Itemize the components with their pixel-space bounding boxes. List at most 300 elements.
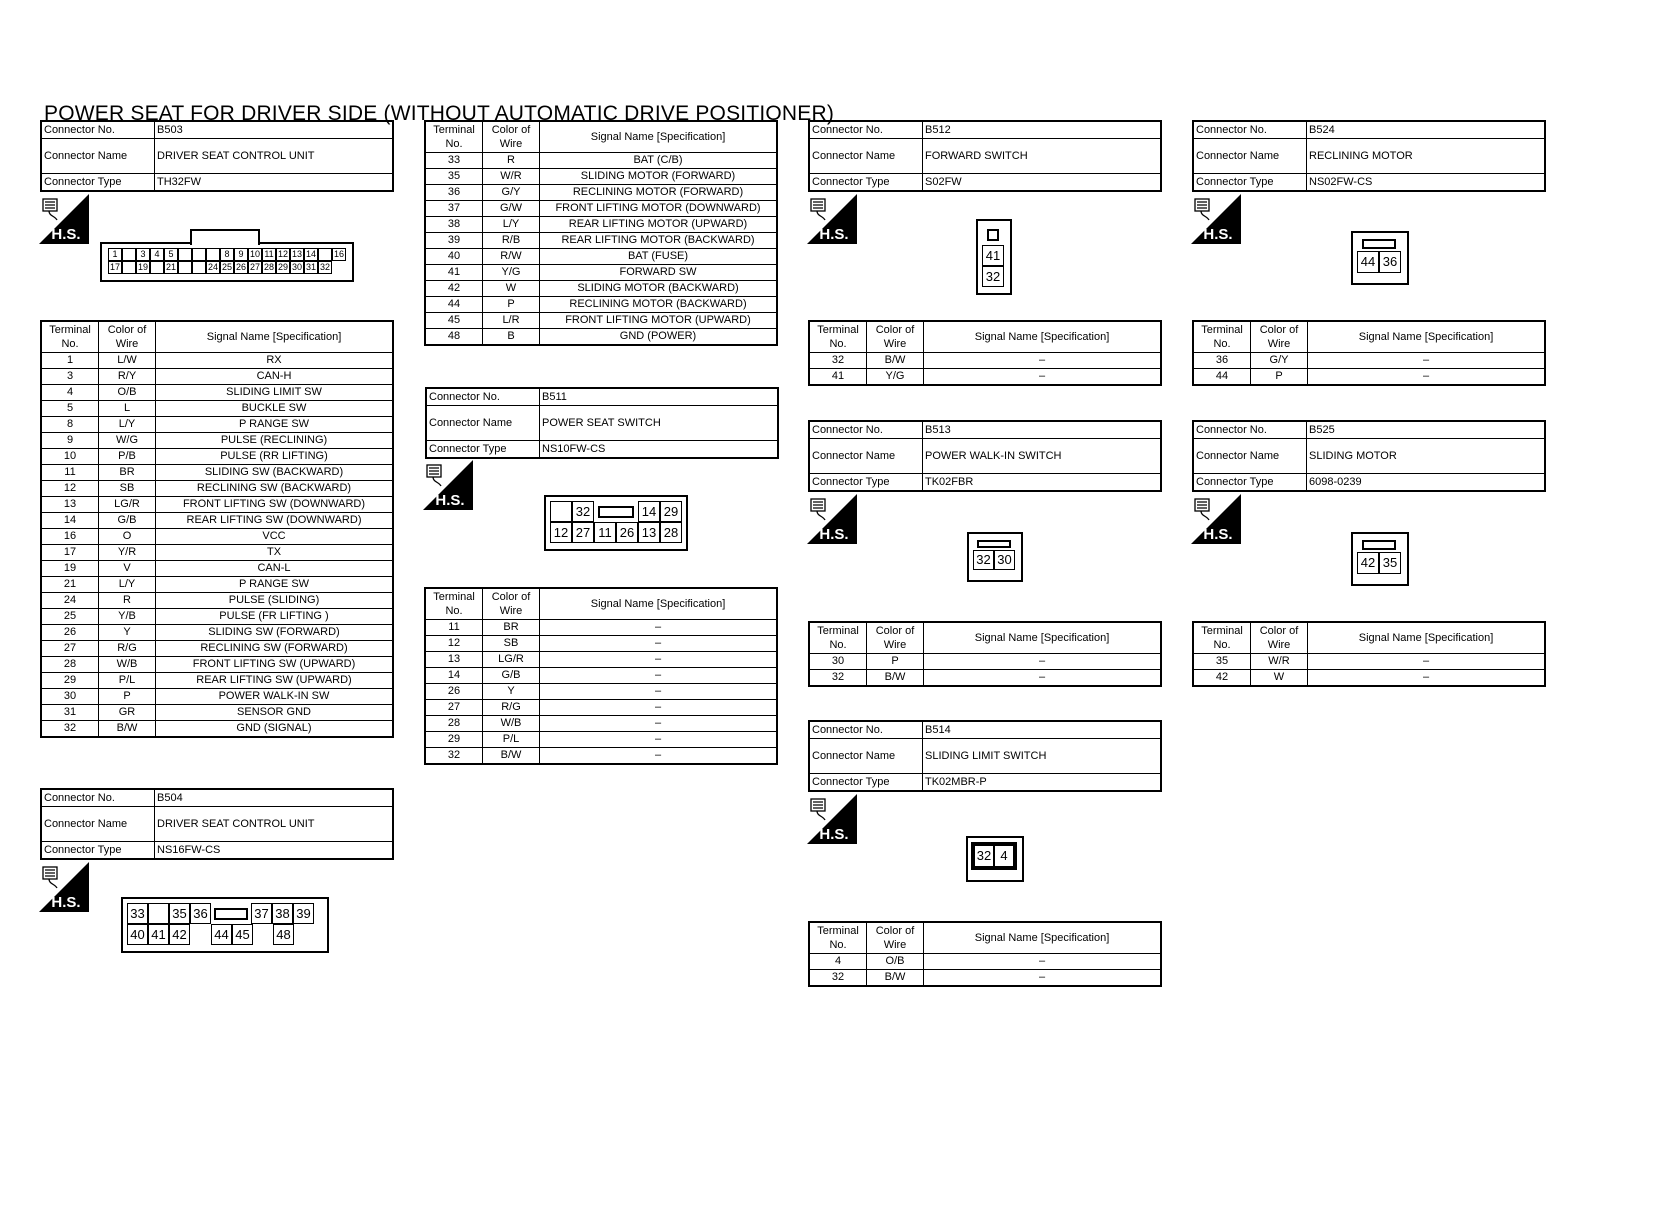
connector-type-value: TK02MBR-P: [923, 774, 1162, 792]
connector-no-value: B504: [155, 789, 394, 807]
connector-pin: 30: [291, 262, 302, 272]
connector-no-label: Connector No.: [1193, 121, 1307, 139]
wire-color-cell: Y/G: [483, 265, 540, 281]
terminal-no-cell: 9: [41, 433, 99, 449]
wire-color-cell: W/G: [99, 433, 156, 449]
terminal-table-b512: [808, 320, 1162, 386]
connector-info-table: [40, 788, 394, 860]
signal-name-cell: SLIDING SW (BACKWARD): [156, 465, 394, 481]
connector-pin: 39: [293, 903, 314, 924]
connector-type-label: Connector Type: [426, 441, 540, 459]
table-row: [1193, 369, 1545, 386]
table-row: [41, 721, 393, 738]
connector-no-value: B512: [923, 121, 1162, 139]
color-of-wire-header: Color of Wire: [867, 321, 924, 353]
signal-name-cell: RECLINING SW (BACKWARD): [156, 481, 394, 497]
terminal-table: [424, 587, 778, 765]
table-row: [425, 217, 777, 233]
connector-type-label: Connector Type: [809, 174, 923, 192]
connector-pin: 32: [982, 266, 1004, 287]
table-row: [41, 529, 393, 545]
terminal-no-cell: 48: [425, 329, 483, 346]
connector-pin: 1: [108, 248, 122, 261]
wire-color-cell: BR: [483, 620, 540, 636]
connector-pin: 12: [550, 522, 572, 543]
terminal-no-cell: 32: [425, 748, 483, 765]
wire-color-cell: P: [1251, 369, 1308, 386]
terminal-no-cell: 27: [425, 700, 483, 716]
connector-pin: 13: [638, 522, 660, 543]
wire-color-cell: R: [483, 153, 540, 169]
connector-info-b503: [40, 120, 394, 192]
signal-name-header: Signal Name [Specification]: [156, 321, 394, 353]
table-row: [809, 654, 1161, 670]
terminal-no-header: Terminal No.: [41, 321, 99, 353]
connector-pin: 9: [234, 248, 248, 261]
signal-name-header: Signal Name [Specification]: [540, 121, 778, 153]
terminal-no-cell: 3: [41, 369, 99, 385]
connector-info-b511: [425, 387, 779, 459]
table-row: [425, 684, 777, 700]
signal-name-cell: FRONT LIFTING MOTOR (UPWARD): [540, 313, 778, 329]
connector-info-b524: [1192, 120, 1546, 192]
connector-pin: 28: [263, 262, 274, 272]
terminal-no-cell: 29: [425, 732, 483, 748]
hs-label: H.S.: [819, 226, 849, 243]
table-row: [41, 417, 393, 433]
connector-pin: 41: [982, 245, 1004, 266]
terminal-table-b513: [808, 621, 1162, 687]
harness-side-icon: [1191, 494, 1241, 544]
table-row: [425, 329, 777, 346]
connector-face-b514: [966, 836, 1024, 882]
wire-color-cell: G/B: [99, 513, 156, 529]
connector-face-b524: [1351, 231, 1409, 285]
table-row: [41, 465, 393, 481]
connector-pin: 44: [211, 924, 232, 945]
wire-color-cell: Y/R: [99, 545, 156, 561]
wire-color-cell: W/B: [99, 657, 156, 673]
signal-name-cell: SLIDING LIMIT SW: [156, 385, 394, 401]
terminal-table-b514: [808, 921, 1162, 987]
signal-name-cell: –: [540, 716, 778, 732]
connector-pin: [148, 903, 169, 924]
table-row: [425, 169, 777, 185]
connector-pin: [318, 248, 332, 261]
terminal-no-cell: 41: [809, 369, 867, 386]
terminal-no-header: Terminal No.: [425, 588, 483, 620]
signal-name-cell: P RANGE SW: [156, 577, 394, 593]
connector-pin: [206, 248, 220, 261]
terminal-table-b504: [424, 120, 778, 346]
connector-pin: 35: [169, 903, 190, 924]
page-title: POWER SEAT FOR DRIVER SIDE (WITHOUT AUTOMATIC DRIVE POSITIONER): [44, 102, 835, 125]
harness-side-icon: [807, 494, 857, 544]
connector-type-label: Connector Type: [1193, 474, 1307, 492]
terminal-no-cell: 35: [1193, 654, 1251, 670]
signal-name-cell: –: [540, 700, 778, 716]
connector-face-b504: [121, 897, 329, 953]
wire-color-cell: G/W: [483, 201, 540, 217]
wire-color-cell: B/W: [867, 670, 924, 687]
connector-pin: 38: [272, 903, 293, 924]
connector-pin: [122, 261, 136, 274]
wire-color-cell: P/L: [99, 673, 156, 689]
wire-color-cell: P: [483, 297, 540, 313]
connector-type-label: Connector Type: [41, 842, 155, 860]
wire-color-cell: GR: [99, 705, 156, 721]
signal-name-cell: BUCKLE SW: [156, 401, 394, 417]
connector-info-b504: [40, 788, 394, 860]
signal-name-cell: BAT (FUSE): [540, 249, 778, 265]
connector-info-b514: [808, 720, 1162, 792]
terminal-no-cell: 12: [41, 481, 99, 497]
connector-no-value: B513: [923, 421, 1162, 439]
connector-pin: 41: [148, 924, 169, 945]
terminal-no-cell: 42: [1193, 670, 1251, 687]
terminal-no-cell: 37: [425, 201, 483, 217]
terminal-no-cell: 27: [41, 641, 99, 657]
connector-latch: [1362, 239, 1396, 249]
table-row: [425, 297, 777, 313]
terminal-table: [808, 320, 1162, 386]
terminal-table: [424, 120, 778, 346]
terminal-no-cell: 19: [41, 561, 99, 577]
signal-name-header: Signal Name [Specification]: [924, 622, 1162, 654]
connector-face-b513: [967, 532, 1023, 582]
connector-name-label: Connector Name: [809, 739, 923, 774]
signal-name-header: Signal Name [Specification]: [1308, 622, 1546, 654]
hs-label: H.S.: [435, 492, 465, 509]
connector-name-value: SLIDING MOTOR: [1307, 439, 1546, 474]
terminal-no-cell: 14: [425, 668, 483, 684]
table-row: [41, 401, 393, 417]
signal-name-cell: –: [924, 970, 1162, 987]
connector-name-value: SLIDING LIMIT SWITCH: [923, 739, 1162, 774]
table-row: [425, 153, 777, 169]
terminal-no-cell: 39: [425, 233, 483, 249]
terminal-table-b503: [40, 320, 394, 738]
hs-label: H.S.: [1203, 526, 1233, 543]
terminal-no-cell: 31: [41, 705, 99, 721]
connector-no-label: Connector No.: [426, 388, 540, 406]
table-header: [809, 922, 1161, 954]
connector-pin: 14: [638, 501, 660, 522]
connector-type-value: S02FW: [923, 174, 1162, 192]
signal-name-cell: SLIDING SW (FORWARD): [156, 625, 394, 641]
signal-name-cell: PULSE (RECLINING): [156, 433, 394, 449]
table-row: [41, 433, 393, 449]
connector-pin: [150, 261, 164, 274]
wire-color-cell: G/Y: [483, 185, 540, 201]
connector-pin: 8: [220, 248, 234, 261]
connector-no-label: Connector No.: [809, 721, 923, 739]
signal-name-header: Signal Name [Specification]: [1308, 321, 1546, 353]
connector-name-label: Connector Name: [809, 439, 923, 474]
hs-label: H.S.: [51, 894, 81, 911]
signal-name-cell: SLIDING MOTOR (BACKWARD): [540, 281, 778, 297]
connector-pin: 32: [974, 845, 994, 867]
connector-pin: 42: [169, 924, 190, 945]
terminal-no-cell: 24: [41, 593, 99, 609]
table-row: [809, 353, 1161, 369]
terminal-no-cell: 32: [809, 970, 867, 987]
connector-pin: 21: [165, 262, 176, 272]
connector-type-label: Connector Type: [41, 174, 155, 192]
connector-pin: 4: [994, 845, 1014, 867]
wire-color-cell: Y/G: [867, 369, 924, 386]
terminal-no-cell: 28: [41, 657, 99, 673]
table-row: [1193, 670, 1545, 687]
terminal-no-cell: 33: [425, 153, 483, 169]
wire-color-cell: L/Y: [99, 417, 156, 433]
connector-pin: 35: [1379, 552, 1401, 574]
signal-name-cell: REAR LIFTING MOTOR (UPWARD): [540, 217, 778, 233]
terminal-no-header: Terminal No.: [1193, 622, 1251, 654]
color-of-wire-header: Color of Wire: [1251, 622, 1308, 654]
signal-name-cell: FORWARD SW: [540, 265, 778, 281]
table-row: [425, 265, 777, 281]
connector-pin: 17: [109, 262, 120, 272]
terminal-no-cell: 4: [809, 954, 867, 970]
connector-no-label: Connector No.: [41, 789, 155, 807]
connector-pin: 13: [291, 249, 302, 259]
terminal-no-cell: 13: [41, 497, 99, 513]
connector-pin: 11: [262, 248, 276, 261]
connector-lock-b503: [190, 229, 260, 245]
terminal-no-cell: 25: [41, 609, 99, 625]
harness-side-icon: [807, 794, 857, 844]
signal-name-cell: –: [540, 636, 778, 652]
terminal-no-cell: 30: [41, 689, 99, 705]
wire-color-cell: P: [867, 654, 924, 670]
signal-name-cell: FRONT LIFTING MOTOR (DOWNWARD): [540, 201, 778, 217]
signal-name-cell: –: [924, 369, 1162, 386]
connector-pin: 16: [333, 249, 344, 259]
connector-info-table: [40, 120, 394, 192]
terminal-no-cell: 8: [41, 417, 99, 433]
wire-color-cell: L/W: [99, 353, 156, 369]
table-row: [425, 281, 777, 297]
table-row: [41, 545, 393, 561]
terminal-table-b511: [424, 587, 778, 765]
connector-info-table: [808, 720, 1162, 792]
connector-name-label: Connector Name: [809, 139, 923, 174]
harness-side-icon: [807, 194, 857, 244]
connector-pin: 30: [994, 550, 1015, 570]
terminal-no-cell: 41: [425, 265, 483, 281]
connector-info-b512: [808, 120, 1162, 192]
connector-pin: 32: [572, 501, 594, 522]
connector-type-value: TH32FW: [155, 174, 394, 192]
connector-pin: [192, 261, 206, 274]
table-row: [809, 954, 1161, 970]
terminal-no-cell: 36: [425, 185, 483, 201]
connector-no-value: B514: [923, 721, 1162, 739]
terminal-no-cell: 44: [425, 297, 483, 313]
wire-color-cell: L/Y: [99, 577, 156, 593]
connector-pin: 3: [136, 248, 150, 261]
signal-name-cell: BAT (C/B): [540, 153, 778, 169]
terminal-no-cell: 30: [809, 654, 867, 670]
signal-name-cell: –: [924, 654, 1162, 670]
harness-side-icon: [423, 460, 473, 510]
terminal-no-cell: 40: [425, 249, 483, 265]
table-row: [41, 689, 393, 705]
terminal-no-cell: 21: [41, 577, 99, 593]
signal-name-cell: PULSE (RR LIFTING): [156, 449, 394, 465]
terminal-no-cell: 44: [1193, 369, 1251, 386]
wire-color-cell: R/B: [483, 233, 540, 249]
connector-info-b525: [1192, 420, 1546, 492]
terminal-no-cell: 38: [425, 217, 483, 233]
connector-name-value: POWER SEAT SWITCH: [540, 406, 779, 441]
connector-pin: [550, 501, 572, 522]
terminal-no-cell: 45: [425, 313, 483, 329]
wire-color-cell: SB: [483, 636, 540, 652]
connector-type-label: Connector Type: [809, 774, 923, 792]
connector-pin: [178, 261, 192, 274]
table-row: [809, 670, 1161, 687]
terminal-table: [1192, 621, 1546, 687]
connector-no-label: Connector No.: [809, 121, 923, 139]
table-header: [1193, 321, 1545, 353]
table-row: [425, 748, 777, 765]
wire-color-cell: G/B: [483, 668, 540, 684]
signal-name-cell: –: [540, 684, 778, 700]
signal-name-cell: POWER WALK-IN SW: [156, 689, 394, 705]
connector-name-label: Connector Name: [1193, 139, 1307, 174]
table-row: [41, 625, 393, 641]
terminal-no-header: Terminal No.: [809, 922, 867, 954]
wire-color-cell: L/R: [483, 313, 540, 329]
signal-name-cell: –: [1308, 353, 1546, 369]
connector-type-value: NS16FW-CS: [155, 842, 394, 860]
wire-color-cell: R/G: [483, 700, 540, 716]
terminal-no-cell: 14: [41, 513, 99, 529]
wire-color-cell: R/Y: [99, 369, 156, 385]
terminal-no-cell: 12: [425, 636, 483, 652]
wire-color-cell: B/W: [99, 721, 156, 738]
table-row: [41, 513, 393, 529]
connector-pin: 26: [616, 522, 638, 543]
connector-type-label: Connector Type: [1193, 174, 1307, 192]
terminal-no-header: Terminal No.: [809, 622, 867, 654]
connector-pin: 27: [572, 522, 594, 543]
table-row: [809, 970, 1161, 987]
connector-info-table: [1192, 420, 1546, 492]
connector-name-label: Connector Name: [41, 807, 155, 842]
connector-face-b511: [544, 495, 688, 551]
connector-latch: [977, 540, 1011, 548]
harness-side-icon: [1191, 194, 1241, 244]
connector-pin: 33: [127, 903, 148, 924]
connector-no-label: Connector No.: [1193, 421, 1307, 439]
signal-name-cell: PULSE (FR LIFTING ): [156, 609, 394, 625]
connector-pin: 10: [249, 249, 260, 259]
terminal-no-cell: 11: [425, 620, 483, 636]
table-row: [425, 732, 777, 748]
connector-name-value: FORWARD SWITCH: [923, 139, 1162, 174]
signal-name-cell: –: [1308, 670, 1546, 687]
connector-face-b525: [1351, 532, 1409, 586]
terminal-no-cell: 29: [41, 673, 99, 689]
connector-pin: 29: [277, 262, 288, 272]
table-header: [425, 121, 777, 153]
signal-name-cell: GND (SIGNAL): [156, 721, 394, 738]
connector-pin: 12: [277, 249, 288, 259]
connector-pin: 32: [973, 550, 994, 570]
table-row: [425, 636, 777, 652]
wire-color-cell: O/B: [867, 954, 924, 970]
signal-name-cell: –: [924, 353, 1162, 369]
connector-info-table: [425, 387, 779, 459]
wire-color-cell: V: [99, 561, 156, 577]
color-of-wire-header: Color of Wire: [867, 922, 924, 954]
signal-name-cell: FRONT LIFTING SW (UPWARD): [156, 657, 394, 673]
connector-pin: 40: [127, 924, 148, 945]
signal-name-cell: –: [1308, 654, 1546, 670]
table-row: [41, 705, 393, 721]
table-row: [41, 481, 393, 497]
terminal-table-b525: [1192, 621, 1546, 687]
table-header: [809, 321, 1161, 353]
connector-type-value: NS10FW-CS: [540, 441, 779, 459]
connector-pin: [178, 248, 192, 261]
wire-color-cell: LG/R: [99, 497, 156, 513]
wire-color-cell: W/B: [483, 716, 540, 732]
connector-name-label: Connector Name: [41, 139, 155, 174]
connector-pin: 48: [273, 924, 294, 945]
connector-pin: 28: [660, 522, 682, 543]
table-row: [41, 561, 393, 577]
table-row: [41, 369, 393, 385]
wire-color-cell: LG/R: [483, 652, 540, 668]
wire-color-cell: R/G: [99, 641, 156, 657]
connector-pin: 37: [251, 903, 272, 924]
connector-pin: 45: [232, 924, 253, 945]
table-row: [41, 673, 393, 689]
table-row: [425, 233, 777, 249]
wire-color-cell: G/Y: [1251, 353, 1308, 369]
connector-type-label: Connector Type: [809, 474, 923, 492]
color-of-wire-header: Color of Wire: [1251, 321, 1308, 353]
connector-pin: [122, 248, 136, 261]
wire-color-cell: R/W: [483, 249, 540, 265]
terminal-table: [808, 621, 1162, 687]
signal-name-cell: RECLINING MOTOR (BACKWARD): [540, 297, 778, 313]
signal-name-cell: –: [1308, 369, 1546, 386]
terminal-no-header: Terminal No.: [425, 121, 483, 153]
hs-label: H.S.: [819, 826, 849, 843]
table-row: [425, 185, 777, 201]
terminal-no-cell: 10: [41, 449, 99, 465]
table-row: [425, 620, 777, 636]
connector-info-table: [808, 120, 1162, 192]
connector-type-value: NS02FW-CS: [1307, 174, 1546, 192]
wire-color-cell: P: [99, 689, 156, 705]
connector-face-b512: [976, 219, 1012, 295]
signal-name-cell: CAN-L: [156, 561, 394, 577]
terminal-no-cell: 28: [425, 716, 483, 732]
terminal-table: [40, 320, 394, 738]
terminal-no-cell: 17: [41, 545, 99, 561]
hs-label: H.S.: [51, 226, 81, 243]
signal-name-cell: RECLINING MOTOR (FORWARD): [540, 185, 778, 201]
connector-pin: 26: [235, 262, 246, 272]
connector-name-label: Connector Name: [426, 406, 540, 441]
connector-pin: 32: [319, 262, 330, 272]
